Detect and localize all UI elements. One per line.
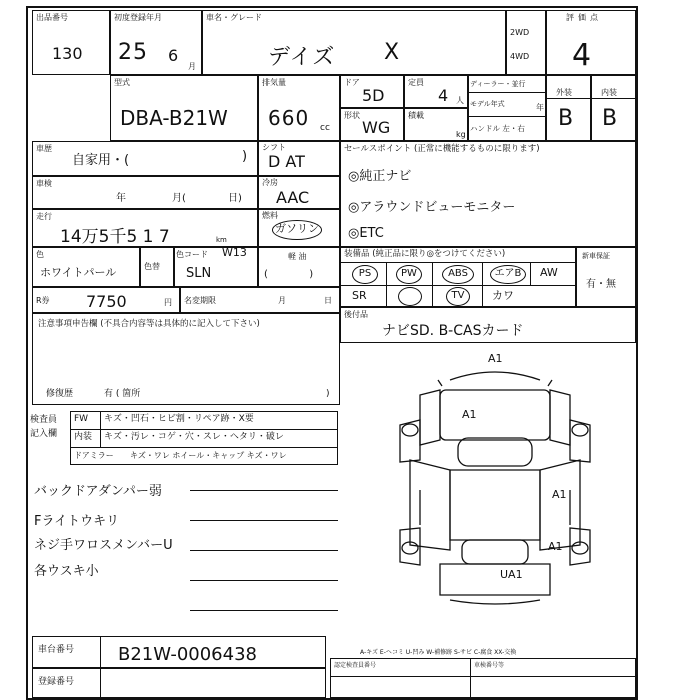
reg-label: 初度登録年月 xyxy=(114,13,162,22)
oil-paren: ( ) xyxy=(264,269,314,280)
handwritten-note-3: ネジ手ワロスメンバーU xyxy=(34,538,173,553)
model-label: 型式 xyxy=(114,78,130,87)
ext-label: 外装 xyxy=(556,88,572,97)
mark-a1-door: A1 xyxy=(462,408,477,421)
dealer-divider xyxy=(468,92,546,93)
shape-value: WG xyxy=(362,118,391,137)
equip-pw2 xyxy=(398,287,422,306)
mileage-value: 14万5千5 1 7 xyxy=(60,227,170,247)
notes-label: 注意事項申告欄 (不具合内容等は具体的に記入して下さい) xyxy=(38,319,260,329)
drive-2wd: 2WD xyxy=(510,28,530,37)
chassis-value: B21W-0006438 xyxy=(118,644,257,665)
shape-label: 形状 xyxy=(344,111,360,120)
legend-v3: キズ・ワレ ホイール・キャップ キズ・ワレ xyxy=(130,451,287,460)
sales-item-1: ◎純正ナビ xyxy=(348,169,412,184)
drive-cell xyxy=(506,10,546,75)
reg-month: 6 xyxy=(168,46,179,65)
legend-vline xyxy=(100,411,101,447)
door-value: 5D xyxy=(362,86,385,105)
shift-value: D AT xyxy=(268,152,305,171)
code-grid-line xyxy=(330,676,636,677)
notes-lines xyxy=(190,472,340,632)
legend-k2: 内装 xyxy=(74,432,93,442)
code-c2: 車検番号等 xyxy=(474,662,505,669)
extint-divider xyxy=(546,98,636,99)
int-value: B xyxy=(602,106,619,131)
ac-value: AAC xyxy=(276,188,310,207)
sales-item-3: ◎ETC xyxy=(348,226,384,241)
dealer-label: ディーラー・並行 xyxy=(470,80,526,88)
equip-v2 xyxy=(432,262,433,307)
mark-a1-rquarter: A1 xyxy=(552,488,567,501)
lot-number: 130 xyxy=(52,44,83,63)
equip-aw: AW xyxy=(540,266,558,279)
history-value: 自家用・( xyxy=(72,153,130,168)
equip-v3 xyxy=(482,262,483,307)
equip-tv: TV xyxy=(446,287,470,306)
car-name: デイズ xyxy=(268,45,336,70)
meihen-label: 名変期限 xyxy=(184,296,216,305)
km-unit: km xyxy=(216,236,227,244)
inspect-month: 月( xyxy=(172,193,186,204)
shift-label: シフト xyxy=(262,143,286,152)
mark-a1-front: A1 xyxy=(488,352,503,365)
kg-unit: kg xyxy=(456,130,466,139)
code-c1: 認定検査員番号 xyxy=(334,662,377,669)
chassis-label: 車台番号 xyxy=(38,645,75,655)
drive-4wd: 4WD xyxy=(510,52,530,61)
equip-abs: ABS xyxy=(442,265,474,284)
damage-code-legend: A-キズ E-ヘコミ U-凹み W-補修跡 S-サビ C-腐食 XX-交換 xyxy=(360,649,517,656)
mark-ua1: UA1 xyxy=(500,568,523,581)
reg-year: 25 xyxy=(118,40,148,65)
equip-label: 装備品 (純正品に限り◎をつけてください) xyxy=(344,249,506,259)
cap-value: 4 xyxy=(438,86,449,105)
colorcode-value: W13 xyxy=(222,246,247,259)
yen-unit: 円 xyxy=(164,298,172,307)
sales-cell xyxy=(340,141,636,247)
inspect-year: 年 xyxy=(116,193,126,204)
colorcode-sub: SLN xyxy=(186,266,212,281)
door-label: ドア xyxy=(344,78,360,87)
disp-value: 660 xyxy=(268,106,310,130)
legend-line-2 xyxy=(70,447,338,448)
cap-label: 定員 xyxy=(408,78,424,87)
model-value: DBA-B21W xyxy=(120,106,228,130)
chassis-div xyxy=(100,636,101,668)
legend-k1: FW xyxy=(74,414,89,424)
history-label: 車歴 xyxy=(36,144,52,153)
color-label: 色 xyxy=(36,250,44,259)
extras-label: 後付品 xyxy=(344,310,368,319)
register-label: 登録番号 xyxy=(38,677,75,687)
repair-value: 有 ( 箇所 xyxy=(104,389,141,399)
modelyear-label: モデル年式 xyxy=(470,100,505,108)
history-close: ) xyxy=(242,149,248,164)
legend-v1: キズ・凹石・ヒビ割・リペア跡・X要 xyxy=(104,414,254,424)
handwritten-note-4: 各ウスキ小 xyxy=(34,564,99,579)
top-rule xyxy=(26,6,638,8)
oil-label: 軽 油 xyxy=(288,252,307,261)
equip-pw: PW xyxy=(396,265,422,284)
lot-label: 出品番号 xyxy=(36,13,68,22)
equip-v1 xyxy=(386,262,387,307)
history-cell xyxy=(32,141,258,176)
legend-label-1: 検査員 xyxy=(30,415,58,425)
load-label: 積載 xyxy=(408,111,424,120)
year-unit: 年 xyxy=(536,103,544,112)
legend-k3: ドアミラー xyxy=(74,451,114,460)
car-diagram xyxy=(380,350,610,610)
handle-divider xyxy=(468,116,546,117)
recycle-value: 7750 xyxy=(86,292,127,311)
ext-value: B xyxy=(558,106,575,131)
fuel-value: ガソリン xyxy=(272,220,322,240)
fuel-label: 燃料 xyxy=(262,211,278,220)
equip-v4 xyxy=(530,262,531,285)
disp-label: 排気量 xyxy=(262,78,286,87)
legend-line-1 xyxy=(70,429,338,430)
color-value: ホワイトパール xyxy=(40,266,117,279)
extras-value: ナビSD. B-CASカード xyxy=(382,323,524,339)
score-value: 4 xyxy=(572,38,592,73)
disp-unit: cc xyxy=(320,123,330,133)
equip-leather: カワ xyxy=(492,289,514,302)
warranty-value: 有・無 xyxy=(586,279,616,290)
equip-airbag: エアB xyxy=(490,265,526,284)
code-grid-v xyxy=(470,658,471,698)
warranty-label: 新車保証 xyxy=(582,252,610,260)
equip-row-line xyxy=(340,285,576,286)
ac-label: 冷房 xyxy=(262,178,278,187)
handwritten-note-2: Fライトウキリ xyxy=(34,514,120,529)
change-label: 色替 xyxy=(144,262,160,271)
grade: X xyxy=(384,40,401,65)
legend-v2: キズ・汚レ・コゲ・穴・スレ・ヘタリ・破レ xyxy=(104,432,284,442)
register-cell xyxy=(32,668,326,698)
int-label: 内装 xyxy=(601,88,617,97)
recycle-label: R券 xyxy=(36,296,50,305)
handwritten-note-1: バックドアダンパー弱 xyxy=(34,484,162,499)
mark-a1-rear: A1 xyxy=(548,540,563,553)
cap-unit: 人 xyxy=(456,96,464,105)
name-label: 車名・グレード xyxy=(206,13,262,22)
repair-close: ) xyxy=(326,389,330,399)
register-div xyxy=(100,668,101,698)
handle-label: ハンドル 左・右 xyxy=(470,124,525,133)
meihen-day: 日 xyxy=(324,296,332,305)
sales-item-2: ◎アラウンドビューモニター xyxy=(348,200,516,215)
inspect-label: 車検 xyxy=(36,179,52,188)
inspect-cell xyxy=(32,176,258,209)
equip-sr: SR xyxy=(352,289,367,302)
repair-label: 修復歴 xyxy=(46,389,74,399)
equip-ps: PS xyxy=(352,265,378,284)
score-label: 評価点 xyxy=(566,13,602,22)
mileage-label: 走行 xyxy=(36,212,52,221)
meihen-month: 月 xyxy=(278,296,286,305)
colorcode-label: 色コード xyxy=(176,250,208,259)
sales-label: セールスポイント (正常に機能するものに限ります) xyxy=(344,144,540,154)
inspect-day: 日) xyxy=(228,193,242,204)
equip-top-line xyxy=(340,262,576,263)
legend-label-2: 記入欄 xyxy=(30,429,58,439)
reg-month-unit: 月 xyxy=(188,62,196,71)
